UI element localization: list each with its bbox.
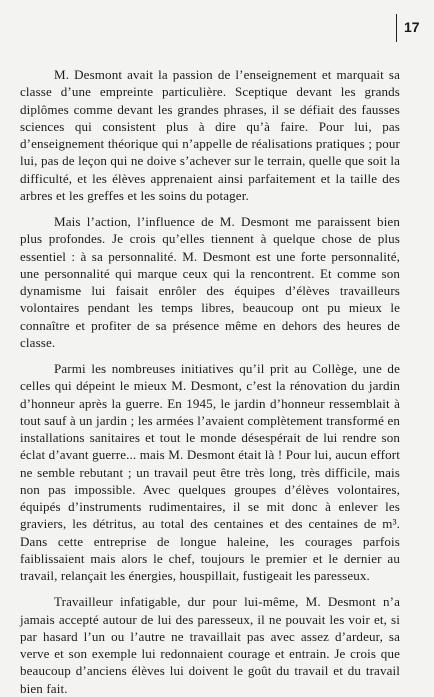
paragraph: Travailleur infatigable, dur pour lui-même, M. Desmont n’a jamais accepté autour de lui des paresseux, il ne pouvait les voir et, si par hasard l’un ou l’autre ne travaillait pas avec assez d’ardeur, sa verve et son exemple lui redonnaient courage et entrain. Je crois que beaucoup d’anciens élèves lui doivent le goût du travail et du travail bien fait. [20, 594, 400, 696]
paragraph: M. Desmont avait la passion de l’enseignement et marquait sa classe d’une empreinte particulière. Sceptique devant les grands diplômes comme devant les grandes phrases, il se défiait des fausses sciences qui consistent plus à dire qu’à faire. Pour lui, pas d’enseignement théorique qui n’appelle de réalisations pratiques ; pour lui, pas de leçon qui ne doive s’achever sur le terrain, quelle que soit la difficulté, et les élèves apprenaient ainsi parfaitement et la taille des arbres et les greffes et les soins du potager. [20, 67, 400, 203]
paragraph: Parmi les nombreuses initiatives qu’il prit au Collège, une de celles qui dépeint le mieux M. Desmont, c’est la rénovation du jardin d’honneur après la guerre. En 1945, le jardin d’honneur ressemblait à tout sauf à un jardin ; les armées l’avaient complètement transformé en installations sanitaires et tout le monde désespérait de lui rendre son éclat d’avant guerre... mais M. Desmont était là ! Pour lui, aucun effort ne semble rebutant ; un travail peut être très long, très difficile, mais non pas impossible. Avec quelques groupes d’élèves volontaires, équipés d’instruments rudimentaires, il se mit donc à enlever les graviers, les détritus, au total des centaines et des centaines de m³. Dans cette entreprise de longue haleine, les courages parfois faiblissaient mais alors le chef, toujours le premier et le dernier au travail, relançait les énergies, houspillait, fustigeait les paresseux. [20, 361, 400, 583]
header-rule [396, 14, 397, 42]
text-body [20, 66, 400, 697]
paragraph: Mais l’action, l’influence de M. Desmont me paraissent bien plus profondes. Je crois qu’elles tiennent à quelque chose de plus essentiel : à sa personnalité. M. Desmont est une forte personnalité, une personnalité qui marque ceux qui la rencontrent. Et comme son dynamisme lui faisait enrôler des équipes d’élèves travailleurs volontaires pendant les temps libres, beaucoup ont pu mieux le connaître et profiter de sa présence même en dehors des heures de classe. [20, 214, 400, 350]
page-header [390, 14, 434, 42]
page-number: 17 [404, 19, 420, 35]
